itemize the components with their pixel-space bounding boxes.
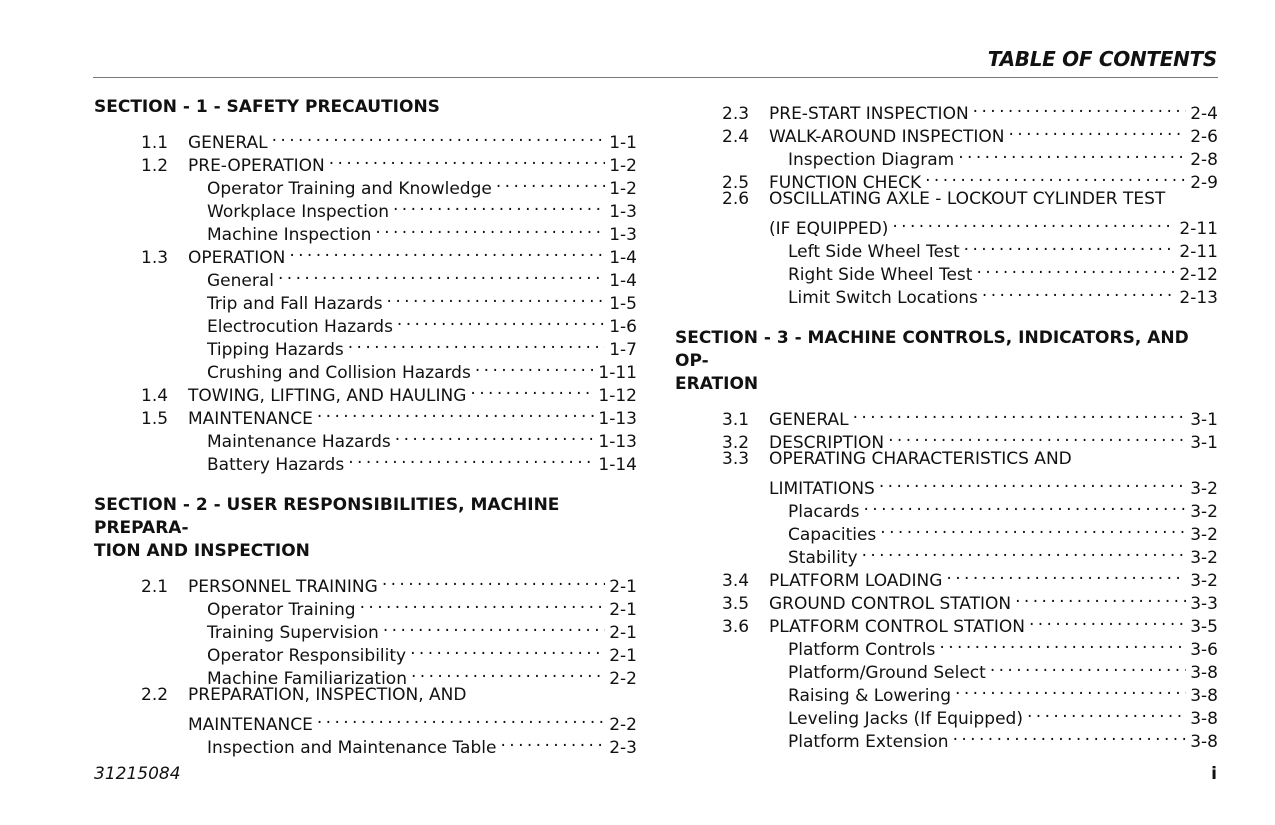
toc-entry-title: OPERATION	[188, 248, 286, 268]
toc-entry-number: 2.4	[722, 127, 750, 147]
toc-subentry-page: 2-1	[609, 600, 637, 620]
toc-subentry-page: 1-13	[598, 432, 637, 452]
toc-entry-page: 3-3	[1190, 594, 1218, 614]
dot-leader	[375, 217, 605, 240]
toc-entry-title: DESCRIPTION	[769, 433, 885, 453]
toc-subentry-page: 2-8	[1190, 150, 1218, 170]
toc-subentry-page: 1-2	[609, 179, 637, 199]
section-2-entries	[94, 569, 637, 758]
dot-leader	[973, 96, 1187, 119]
toc-subentry-page: 2-1	[609, 623, 637, 643]
toc-entry-number: 1.2	[141, 156, 169, 176]
toc-subentry-page: 3-8	[1190, 686, 1218, 706]
toc-subentry-page: 1-7	[609, 340, 637, 360]
dot-leader	[1015, 586, 1186, 609]
dot-leader	[470, 378, 594, 401]
toc-entry-number: 2.1	[141, 577, 169, 597]
dot-leader	[939, 632, 1186, 655]
toc-entry[interactable]	[675, 96, 1218, 124]
toc-subentry-page: 2-11	[1179, 242, 1218, 262]
page-header-title: TABLE OF CONTENTS	[987, 47, 1217, 71]
dot-leader	[387, 286, 606, 309]
toc-subentry-title: Right Side Wheel Test	[788, 265, 973, 285]
header-rule	[93, 77, 1218, 78]
toc-subentry-title: Inspection Diagram	[788, 150, 955, 170]
toc-subentry-title: Trip and Fall Hazards	[207, 294, 383, 314]
dot-leader	[397, 309, 605, 332]
toc-entry-title: GENERAL	[188, 133, 268, 153]
toc-entry-page: 3-2	[1190, 479, 1218, 499]
toc-entry-number: 3.6	[722, 617, 750, 637]
toc-entry-title: MAINTENANCE	[188, 409, 313, 429]
toc-subentry-page: 2-3	[609, 738, 637, 758]
toc-entry-title: FUNCTION CHECK	[769, 173, 922, 193]
toc-column-right	[675, 96, 1218, 752]
dot-leader	[329, 148, 606, 171]
toc-entry[interactable]	[675, 563, 1218, 591]
toc-subentry-title: Maintenance Hazards	[207, 432, 391, 452]
toc-subentry-title: Raising & Lowering	[788, 686, 952, 706]
dot-leader	[500, 730, 605, 753]
dot-leader	[892, 211, 1175, 234]
toc-entry-continued[interactable]	[94, 707, 637, 735]
dot-leader	[395, 424, 595, 447]
toc-entry-title: PLATFORM LOADING	[769, 571, 943, 591]
toc-entry[interactable]	[675, 165, 1218, 193]
section-2-heading	[94, 494, 637, 563]
toc-subentry-title: Platform/Ground Select	[788, 663, 986, 683]
toc-subentry-page: 2-1	[609, 646, 637, 666]
toc-entry-page: 1-13	[598, 409, 637, 429]
toc-entry-page: 1-1	[609, 133, 637, 153]
dot-leader	[964, 234, 1176, 257]
toc-entry-number: 1.5	[141, 409, 169, 429]
dot-leader	[383, 615, 605, 638]
dot-leader	[475, 355, 595, 378]
toc-subentry-title: Operator Responsibility	[207, 646, 407, 666]
dot-leader	[348, 332, 605, 355]
dot-leader	[393, 194, 605, 217]
section-2-heading-line1: SECTION - 2 - USER RESPONSIBILITIES, MACHINE PREPARA-	[94, 495, 560, 538]
toc-subentry-title: General	[207, 271, 274, 291]
toc-entry-page: 3-1	[1190, 433, 1218, 453]
toc-entry[interactable]	[675, 188, 1218, 211]
toc-entry-title: GENERAL	[769, 410, 849, 430]
toc-entry-page: 3-2	[1190, 571, 1218, 591]
dot-leader	[953, 724, 1187, 747]
toc-entry-number: 3.1	[722, 410, 750, 430]
toc-entry[interactable]	[94, 684, 637, 707]
toc-subentry-title: Placards	[788, 502, 860, 522]
dot-leader	[880, 517, 1186, 540]
toc-entry-number: 3.5	[722, 594, 750, 614]
toc-subentry-title: Left Side Wheel Test	[788, 242, 960, 262]
toc-subentry-title: Operator Training and Knowledge	[207, 179, 492, 199]
toc-subentry[interactable]	[94, 332, 637, 360]
toc-subentry[interactable]	[675, 517, 1218, 545]
dot-leader	[496, 171, 605, 194]
dot-leader	[879, 471, 1186, 494]
dot-leader	[410, 638, 605, 661]
dot-leader	[946, 563, 1186, 586]
toc-subentry-title: Platform Controls	[788, 640, 936, 660]
toc-entry-page: 3-5	[1190, 617, 1218, 637]
section-3-heading	[675, 327, 1218, 396]
page-number: i	[1211, 764, 1217, 784]
toc-subentry-title: Tipping Hazards	[207, 340, 344, 360]
toc-subentry-page: 1-5	[609, 294, 637, 314]
dot-leader	[317, 707, 605, 730]
toc-subentry-title: Machine Familiarization	[207, 669, 407, 689]
toc-entry-page: 2-4	[1190, 104, 1218, 124]
toc-subentry-page: 2-13	[1179, 288, 1218, 308]
toc-entry[interactable]	[94, 240, 637, 268]
toc-subentry-title: Battery Hazards	[207, 455, 345, 475]
toc-subentry-page: 3-2	[1190, 525, 1218, 545]
toc-entry-title: PREPARATION, INSPECTION, AND	[188, 685, 467, 705]
toc-entry-number: 3.3	[722, 449, 750, 469]
dot-leader	[888, 425, 1186, 448]
toc-entry-title: OPERATING CHARACTERISTICS AND	[769, 449, 1072, 469]
toc-entry-title: PERSONNEL TRAINING	[188, 577, 378, 597]
toc-subentry-page: 3-2	[1190, 548, 1218, 568]
toc-subentry-title: Platform Extension	[788, 732, 949, 752]
dot-leader	[289, 240, 605, 263]
toc-entry[interactable]	[94, 125, 637, 153]
dot-leader	[360, 592, 606, 615]
dot-leader	[864, 494, 1187, 517]
toc-entry[interactable]	[675, 402, 1218, 430]
toc-subentry[interactable]	[675, 655, 1218, 683]
dot-leader	[853, 402, 1187, 425]
toc-subentry-page: 2-2	[609, 669, 637, 689]
toc-entry-title: WALK-AROUND INSPECTION	[769, 127, 1005, 147]
toc-subentry-page: 1-3	[609, 225, 637, 245]
dot-leader	[925, 165, 1186, 188]
toc-subentry-page: 3-8	[1190, 663, 1218, 683]
toc-subentry-page: 1-14	[598, 455, 637, 475]
toc-entry-title: TOWING, LIFTING, AND HAULING	[188, 386, 467, 406]
dot-leader	[976, 257, 1175, 280]
toc-subentry[interactable]	[675, 540, 1218, 568]
toc-subentry[interactable]	[94, 615, 637, 643]
toc-entry-title: OSCILLATING AXLE - LOCKOUT CYLINDER TEST	[769, 189, 1166, 209]
toc-subentry-page: 3-6	[1190, 640, 1218, 660]
toc-entry-page: 2-11	[1179, 219, 1218, 239]
toc-entry-number: 2.2	[141, 685, 169, 705]
toc-entry-number: 3.2	[722, 433, 750, 453]
section-3-heading-line1: SECTION - 3 - MACHINE CONTROLS, INDICATORS, AND OP-	[675, 328, 1189, 371]
toc-subentry-title: Limit Switch Locations	[788, 288, 978, 308]
section-1-entries	[94, 125, 637, 475]
toc-subentry[interactable]	[94, 355, 637, 383]
dot-leader	[982, 280, 1175, 303]
section-3-heading-line2: ERATION	[675, 374, 759, 394]
section-2-heading-line2: TION AND INSPECTION	[94, 541, 310, 561]
dot-leader	[278, 263, 605, 286]
toc-entry-title-continued: LIMITATIONS	[769, 479, 875, 499]
toc-entry-page: 2-6	[1190, 127, 1218, 147]
toc-subentry-title: Machine Inspection	[207, 225, 372, 245]
toc-entry-number: 1.4	[141, 386, 169, 406]
toc-subentry-title: Operator Training	[207, 600, 356, 620]
document-number: 31215084	[94, 764, 181, 784]
toc-entry-page: 2-9	[1190, 173, 1218, 193]
toc-subentry-title: Inspection and Maintenance Table	[207, 738, 497, 758]
toc-entry-page: 2-1	[609, 577, 637, 597]
toc-subentry[interactable]	[94, 286, 637, 314]
toc-entry-title: PRE-OPERATION	[188, 156, 325, 176]
toc-subentry-page: 3-2	[1190, 502, 1218, 522]
toc-entry-title: GROUND CONTROL STATION	[769, 594, 1012, 614]
section-2-entries-continued	[675, 96, 1218, 308]
toc-entry-number: 1.1	[141, 133, 169, 153]
toc-entry-page: 2-2	[609, 715, 637, 735]
toc-subentry-page: 1-4	[609, 271, 637, 291]
section-1-heading: SECTION - 1 - SAFETY PRECAUTIONS	[94, 97, 440, 117]
dot-leader	[348, 447, 594, 470]
toc-entry-number: 2.3	[722, 104, 750, 124]
toc-subentry-page: 3-8	[1190, 732, 1218, 752]
toc-entry-number: 2.6	[722, 189, 750, 209]
toc-entry-title-continued: MAINTENANCE	[188, 715, 313, 735]
toc-entry-continued[interactable]	[675, 471, 1218, 499]
toc-entry-title: PRE-START INSPECTION	[769, 104, 969, 124]
toc-subentry-title: Capacities	[788, 525, 877, 545]
toc-subentry-page: 1-6	[609, 317, 637, 337]
toc-subentry-page: 3-8	[1190, 709, 1218, 729]
dot-leader	[411, 661, 605, 684]
toc-subentry-page: 1-3	[609, 202, 637, 222]
dot-leader	[317, 401, 595, 424]
toc-column-left	[94, 96, 637, 758]
dot-leader	[1029, 609, 1186, 632]
dot-leader	[958, 142, 1186, 165]
toc-subentry[interactable]	[94, 447, 637, 475]
toc-entry-title: PLATFORM CONTROL STATION	[769, 617, 1025, 637]
toc-entry-number: 1.3	[141, 248, 169, 268]
toc-subentry[interactable]	[675, 234, 1218, 262]
dot-leader	[382, 569, 605, 592]
dot-leader	[862, 540, 1187, 563]
toc-entry-page: 3-1	[1190, 410, 1218, 430]
dot-leader	[990, 655, 1186, 678]
toc-subentry[interactable]	[675, 494, 1218, 522]
toc-entry-continued[interactable]	[675, 211, 1218, 239]
dot-leader	[955, 678, 1186, 701]
toc-subentry-title: Stability	[788, 548, 858, 568]
toc-entry[interactable]	[94, 569, 637, 597]
section-3-entries	[675, 402, 1218, 752]
toc-subentry-title: Leveling Jacks (If Equipped)	[788, 709, 1023, 729]
toc-subentry-title: Crushing and Collision Hazards	[207, 363, 471, 383]
toc-subentry-title: Electrocution Hazards	[207, 317, 393, 337]
toc-entry-page: 1-12	[598, 386, 637, 406]
toc-entry-number: 2.5	[722, 173, 750, 193]
toc-entry-title-continued: (IF EQUIPPED)	[769, 219, 889, 239]
toc-entry-page: 1-2	[609, 156, 637, 176]
dot-leader	[1027, 701, 1186, 724]
toc-entry-page: 1-4	[609, 248, 637, 268]
dot-leader	[272, 125, 606, 148]
toc-subentry-title: Workplace Inspection	[207, 202, 389, 222]
toc-subentry-page: 2-12	[1179, 265, 1218, 285]
dot-leader	[1008, 119, 1186, 142]
toc-subentry-page: 1-11	[598, 363, 637, 383]
toc-entry[interactable]	[675, 448, 1218, 471]
toc-subentry[interactable]	[94, 730, 637, 758]
toc-subentry-title: Training Supervision	[207, 623, 379, 643]
toc-entry-number: 3.4	[722, 571, 750, 591]
